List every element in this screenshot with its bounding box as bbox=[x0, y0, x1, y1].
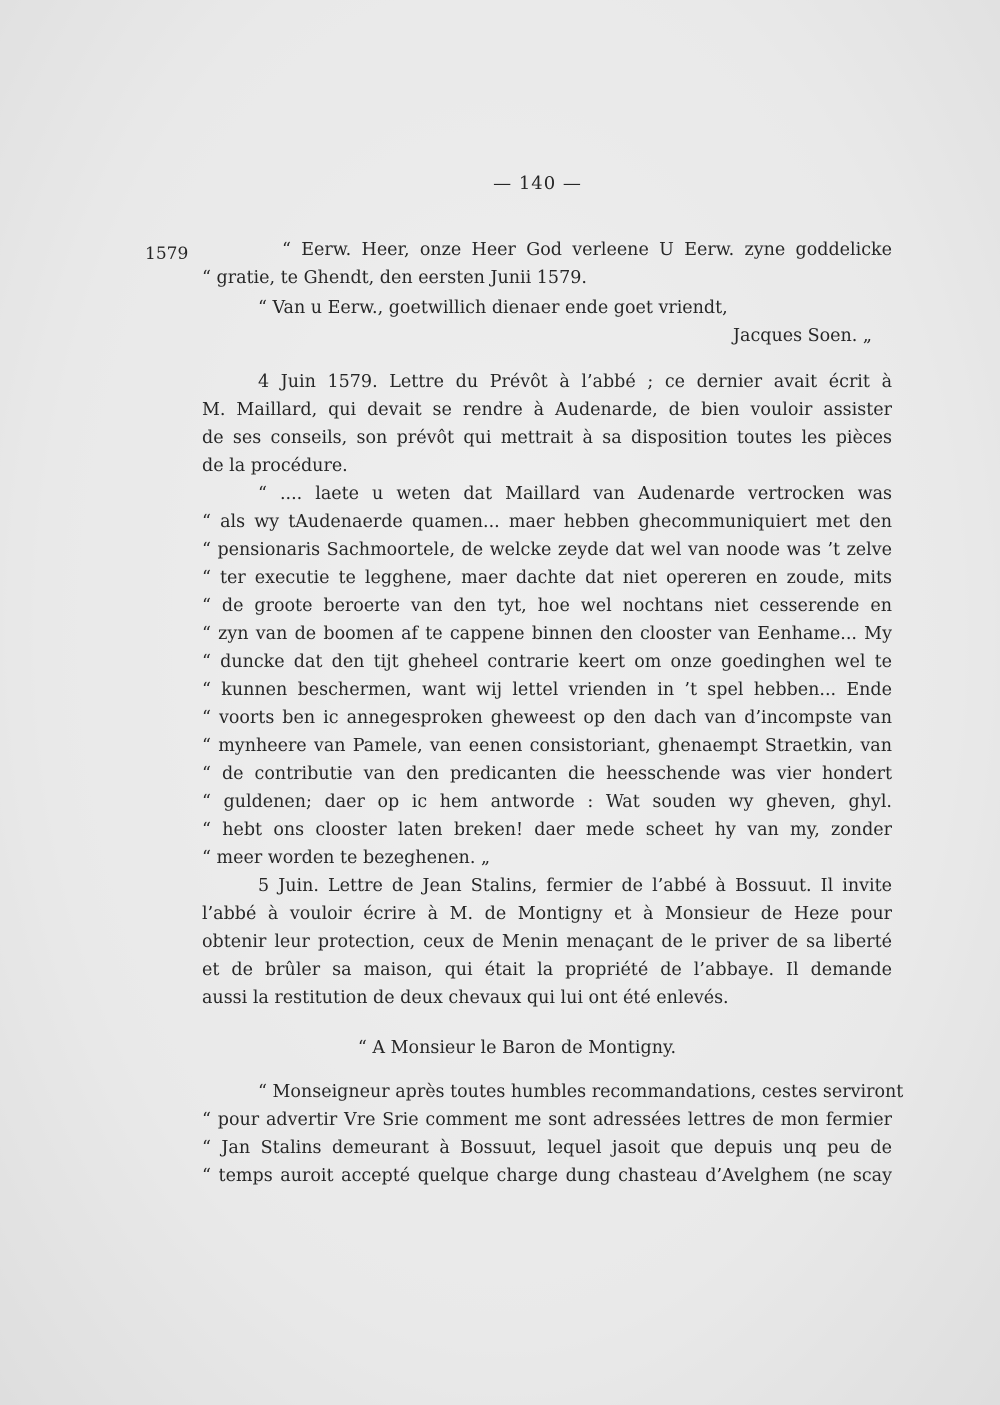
text-line: 4 Juin 1579. Lettre du Prévôt à l’abbé ; ce dernier avait écrit à bbox=[258, 372, 892, 392]
text-line: de ses conseils, son prévôt qui mettrait à sa disposition toutes les pièces bbox=[202, 428, 892, 448]
text-line: “ gratie, te Ghendt, den eersten Junii 1579. bbox=[202, 268, 587, 288]
text-line: “ temps auroit accepté quelque charge dung chasteau d’Avelghem (ne scay bbox=[202, 1166, 892, 1186]
page-number: — 140 — bbox=[493, 173, 582, 194]
text-line: “ zyn van de boomen af te cappene binnen den clooster van Eenhame... My bbox=[202, 624, 892, 644]
text-line: de la procédure. bbox=[202, 456, 348, 476]
text-line: “ Van u Eerw., goetwillich dienaer ende goet vriendt, bbox=[258, 298, 728, 318]
text-line: obtenir leur protection, ceux de Menin menaçant de le priver de sa liberté bbox=[202, 932, 892, 952]
text-line: “ guldenen; daer op ic hem antworde : Wat souden wy gheven, ghyl. bbox=[202, 792, 892, 812]
text-line: “ Monseigneur après toutes humbles recommandations, cestes serviront bbox=[258, 1082, 904, 1102]
text-line: et de brûler sa maison, qui était la propriété de l’abbaye. Il demande bbox=[202, 960, 892, 980]
text-line: “ hebt ons clooster laten breken! daer mede scheet hy van my, zonder bbox=[202, 820, 892, 840]
text-line: “ voorts ben ic annegesproken gheweest op den dach van d’incompste van bbox=[202, 708, 892, 728]
text-line: 5 Juin. Lettre de Jean Stalins, fermier de l’abbé à Bossuut. Il invite bbox=[258, 876, 892, 896]
text-line: aussi la restitution de deux chevaux qui lui ont été enlevés. bbox=[202, 988, 729, 1008]
text-line: “ duncke dat den tijt gheheel contrarie keert om onze goedinghen wel te bbox=[202, 652, 892, 672]
text-line: “ .... laete u weten dat Maillard van Audenarde vertrocken was bbox=[258, 484, 892, 504]
text-line: “ Eerw. Heer, onze Heer God verleene U Eerw. zyne goddelicke bbox=[282, 240, 892, 260]
text-line: “ kunnen beschermen, want wij lettel vrienden in ’t spel hebben... Ende bbox=[202, 680, 892, 700]
text-line: “ ter executie te legghene, maer dachte dat niet opereren en zoude, mits bbox=[202, 568, 892, 588]
text-line: M. Maillard, qui devait se rendre à Audenarde, de bien vouloir assister bbox=[202, 400, 892, 420]
letter-heading: “ A Monsieur le Baron de Montigny. bbox=[357, 1038, 677, 1058]
text-line: “ mynheere van Pamele, van eenen consistoriant, ghenaempt Straetkin, van bbox=[202, 736, 892, 756]
text-line: “ de groote beroerte van den tyt, hoe wel nochtans niet cesserende en bbox=[202, 596, 892, 616]
text-line: “ als wy tAudenaerde quamen... maer hebben ghecommuniquiert met den bbox=[202, 512, 892, 532]
text-line: l’abbé à vouloir écrire à M. de Montigny et à Monsieur de Heze pour bbox=[202, 904, 892, 924]
text-line: “ de contributie van den predicanten die heesschende was vier hondert bbox=[202, 764, 892, 784]
text-line: “ Jan Stalins demeurant à Bossuut, lequel jasoit que depuis unq peu de bbox=[202, 1138, 892, 1158]
text-line: “ meer worden te bezeghenen. „ bbox=[202, 848, 491, 868]
signature-line: Jacques Soen. „ bbox=[733, 326, 872, 346]
margin-year-note: 1579 bbox=[145, 244, 189, 264]
text-line: “ pour advertir Vre Srie comment me sont adressées lettres de mon fermier bbox=[202, 1110, 892, 1130]
text-line: “ pensionaris Sachmoortele, de welcke zeyde dat wel van noode was ’t zelve bbox=[202, 540, 892, 560]
